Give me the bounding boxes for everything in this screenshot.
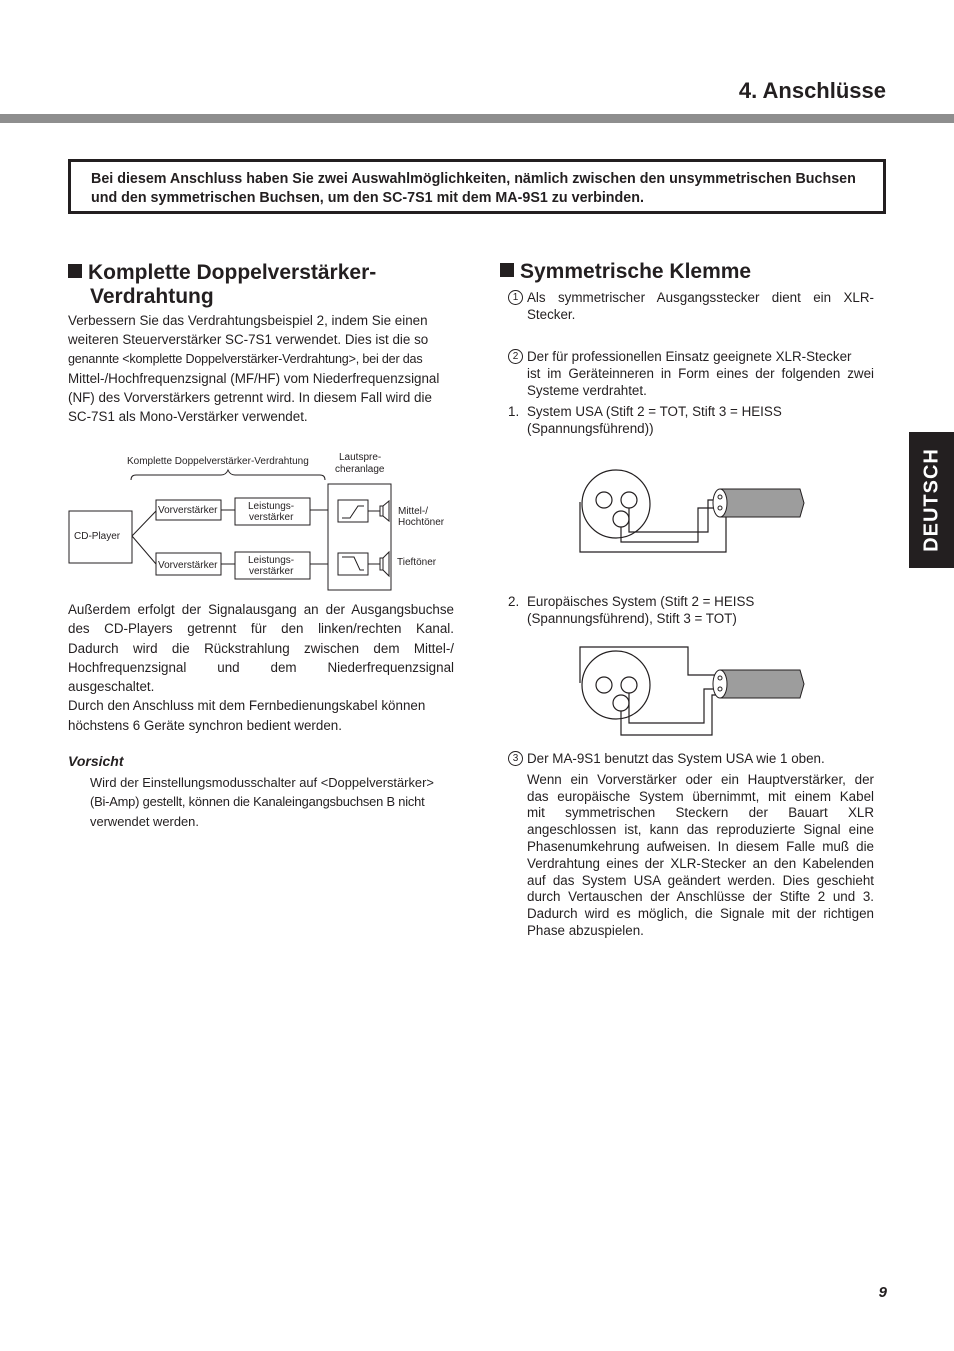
text-line: Phase abzuspielen. (527, 922, 644, 938)
text-line: Wenn ein Vorverstärker oder ein Hauptverstärker, der (527, 771, 874, 787)
text-line: das europäische System übernimmt, mit einem Kabel (527, 788, 874, 804)
text-line: Stecker. (527, 306, 576, 322)
text-line: Systeme verdrahtet. (527, 382, 647, 398)
diagram-cd-player: CD-Player (74, 531, 121, 542)
speaker-icon (383, 552, 389, 576)
xlr-pin (621, 677, 637, 693)
list-item-2 (508, 349, 874, 399)
chapter-title: 4. Anschlüsse (738, 78, 886, 103)
diagram-speaker-label-2: cheranlage (335, 464, 385, 475)
sub-item-2 (508, 594, 874, 628)
diagram-power-amp-bottom-1: Leistungs- (248, 555, 295, 566)
left-heading-line2: Verdrahtung (90, 285, 214, 308)
diagram-pre-amp-bottom: Vorverstärker (158, 560, 218, 571)
text-line: Verdrahtung eines der XLR-Stecker an den Kabelenden (527, 855, 874, 871)
caution-text (90, 773, 454, 831)
xlr-connector-shell (582, 470, 650, 538)
text-line: Durch den Anschluss mit dem Fernbedienungskabel können (68, 698, 426, 714)
item-number-1: 1 (508, 290, 523, 305)
speaker-icon (383, 501, 389, 521)
left-heading (68, 261, 376, 309)
text-line: (Spannungsführend), Stift 3 = TOT) (527, 610, 737, 626)
xlr-pin (596, 677, 612, 693)
text-line: höchstens 6 Geräte synchron bedient werden. (68, 717, 342, 733)
left-paragraph-1 (68, 311, 454, 427)
text-line: System USA (Stift 2 = TOT, Stift 3 = HEISS (527, 404, 782, 419)
header-rule (0, 114, 954, 123)
xlr-pin (613, 695, 629, 711)
text-line: SC-7S1 als Mono-Verstärker verwendet. (68, 409, 308, 425)
diagram-power-amp-top-1: Leistungs- (248, 501, 295, 512)
text-line: Dadurch wird es möglich, die Signale mit der richtigen (527, 906, 874, 922)
diagram-mid-high-1: Mittel-/ (398, 506, 428, 517)
text-line: Mittel-/Hochfrequenzsignal (MF/HF) vom Niederfrequenzsignal (68, 370, 440, 386)
signal-line (132, 536, 156, 564)
low-pass-filter-box (338, 553, 368, 575)
text-line: (NF) des Vorverstärkers getrennt wird. In diesem Fall wird die (68, 390, 432, 406)
text-line: (Bi-Amp) gestellt, können die Kanaleingangsbuchsen B nicht (90, 794, 425, 810)
low-pass-curve (342, 557, 364, 570)
bi-amp-wiring-diagram (66, 446, 466, 596)
text-line: Dadurch wird die Rückstrahlung zwischen dem Mittel-/ (68, 640, 454, 656)
text-line: Der MA-9S1 benutzt das System USA wie 1 oben. (527, 751, 825, 766)
intro-text: Bei diesem Anschluss haben Sie zwei Auswahlmöglichkeiten, nämlich zwischen den unsymmetrischen Buchsen und den symmetrischen Buchsen, um den SC-7S1 mit dem MA-9S1 zu verbinden. (91, 171, 856, 206)
sub-item-1 (508, 404, 874, 438)
item-number-3: 3 (508, 751, 523, 766)
text-line: Europäisches System (Stift 2 = HEISS (527, 594, 755, 609)
text-line: Verbessern Sie das Verdrahtungsbeispiel 2, indem Sie einen (68, 313, 428, 328)
diagram-pre-amp-top: Vorverstärker (158, 505, 218, 516)
left-paragraph-2 (68, 600, 454, 735)
text-line: Außerdem erfolgt der Signalausgang an der Ausgangsbuchse (68, 602, 454, 617)
square-bullet-icon (68, 264, 82, 278)
sub-item-number-1: 1. (508, 404, 520, 419)
text-line: des CD-Players getrennt für den linken/rechten Kanal. (68, 621, 454, 637)
text-line: Wird der Einstellungsmodusschalter auf <Doppelverstärker> (90, 775, 434, 790)
wire-path (621, 508, 720, 542)
text-line: genannte <komplette Doppelverstärker-Verdrahtung>, bei der das (68, 351, 423, 366)
text-line: durch Vertauschen der Anschlüsse der Stifte 2 und 3. (527, 889, 874, 905)
diagram-power-amp-top-2: verstärker (249, 512, 294, 523)
text-line: auf das System USA geändert werden. Dies geschieht (527, 872, 874, 888)
diagram-speaker-label-1: Lautspre- (339, 452, 382, 463)
text-line: Der für professionellen Einsatz geeignete XLR-Stecker (527, 349, 852, 364)
item-number-2: 2 (508, 349, 523, 364)
right-heading (500, 260, 751, 284)
text-line: angeschlossen ist, kann das reproduzierte Signal eine (527, 822, 874, 838)
high-pass-curve (342, 506, 364, 518)
caution-title: Vorsicht (68, 753, 124, 769)
diagram-brace-label: Komplette Doppelverstärker-Verdrahtung (127, 456, 309, 467)
left-heading-line1: Komplette Doppelverstärker- (88, 261, 377, 284)
list-item-3 (508, 751, 874, 940)
signal-line (132, 511, 156, 536)
square-bullet-icon (500, 263, 514, 277)
text-line: Als symmetrischer Ausgangsstecker dient ein XLR- (527, 290, 874, 305)
wire-path (580, 502, 726, 552)
right-heading-text: Symmetrische Klemme (520, 260, 752, 283)
language-side-tab (909, 432, 954, 568)
xlr-usa-wiring-diagram (576, 462, 810, 554)
cable-icon (713, 670, 804, 698)
page-number: 9 (878, 1284, 887, 1301)
intro-box (68, 159, 886, 214)
xlr-europe-wiring-diagram (576, 643, 810, 743)
language-label: DEUTSCH (920, 448, 942, 552)
brace-shape (131, 470, 325, 480)
xlr-pin (596, 492, 612, 508)
text-line: ausgeschaltet. (68, 679, 155, 695)
text-line: ist im Geräteinneren in Form eines der folgenden zwei (527, 365, 874, 381)
xlr-pin (621, 492, 637, 508)
diagram-woofer: Tieftöner (397, 557, 437, 568)
wire-path (629, 500, 718, 532)
text-line: (Spannungsführend)) (527, 420, 654, 436)
diagram-power-amp-bottom-2: verstärker (249, 566, 294, 577)
list-item-1 (508, 290, 874, 324)
high-pass-filter-box (338, 500, 368, 522)
text-line: Hochfrequenzsignal und dem Niederfrequenzsignal (68, 659, 454, 675)
text-line: weiteren Steuerverstärker SC-7S1 verwendet. Dies ist die so (68, 332, 429, 348)
cable-icon (713, 489, 804, 517)
sub-item-number-2: 2. (508, 594, 520, 609)
text-line: verwendet werden. (90, 813, 199, 829)
text-line: mit symmetrischen Steckern der Bauart XLR (527, 805, 874, 821)
xlr-pin (613, 511, 629, 527)
text-line: Phasenumkehrung aufweisen. In diesem Falle muß die (527, 838, 874, 854)
wire-path (621, 695, 722, 735)
diagram-mid-high-2: Hochtöner (398, 517, 445, 528)
